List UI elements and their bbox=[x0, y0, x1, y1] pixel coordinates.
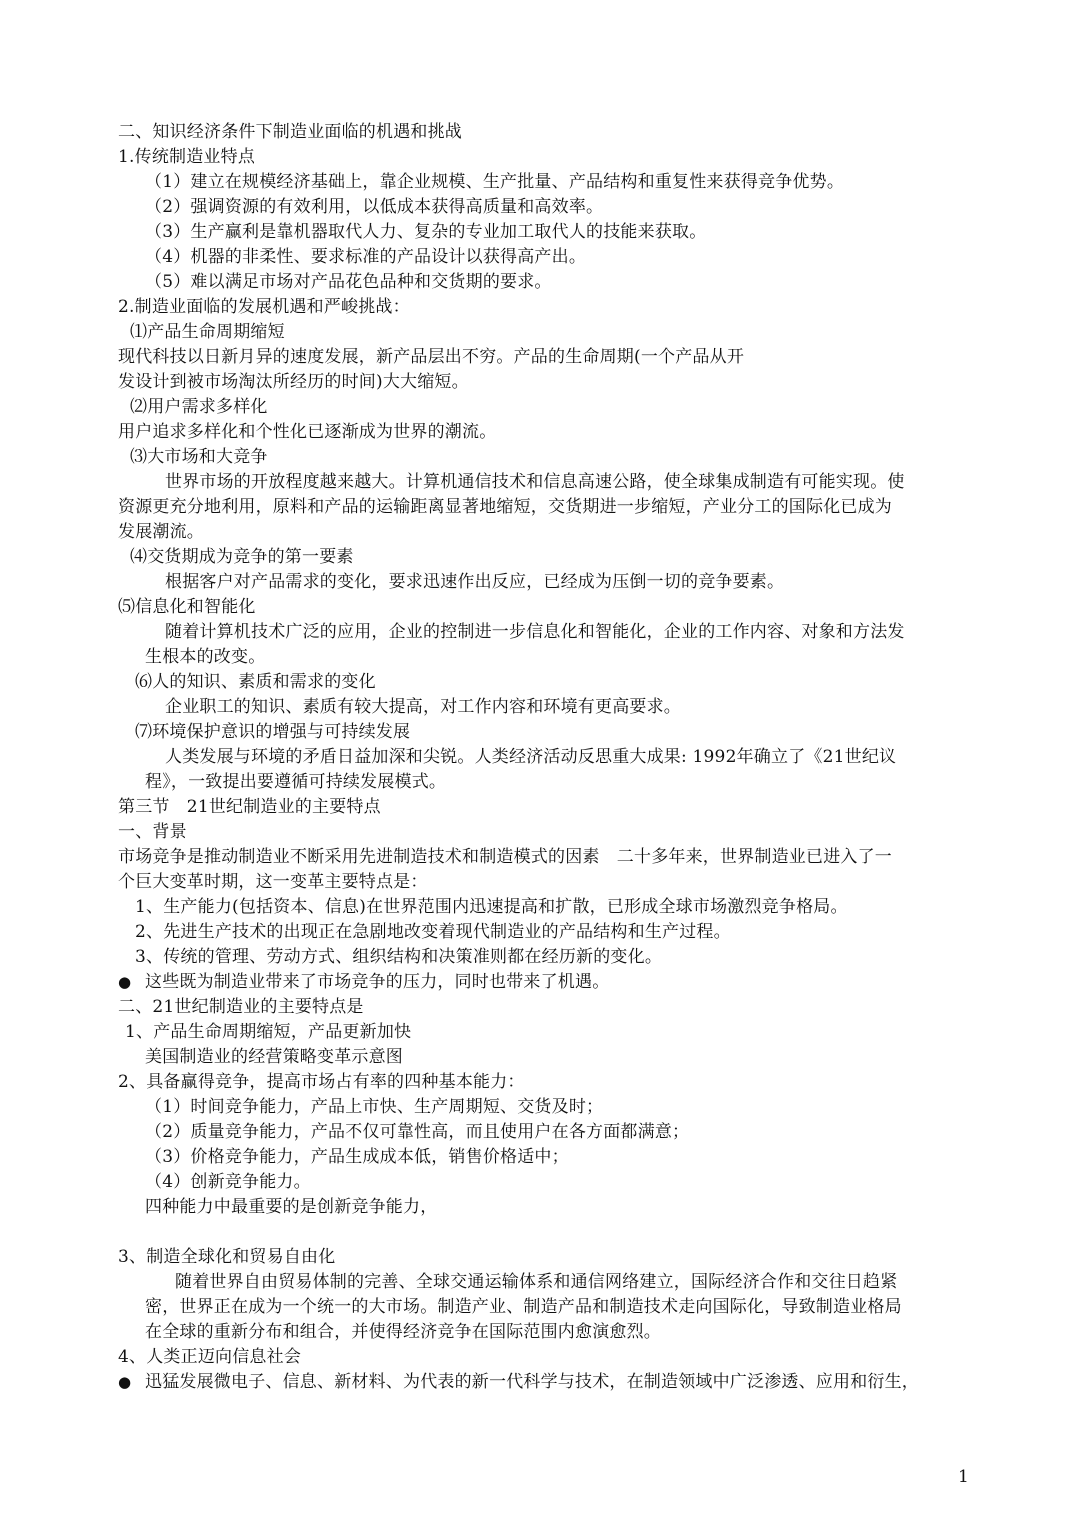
paragraph-line: 生根本的改变。 bbox=[145, 647, 266, 667]
paragraph-line: 资源更充分地利用，原料和产品的运输距离显著地缩短，交货期进一步缩短，产业分工的国际化已成为 bbox=[118, 497, 892, 517]
paragraph-line: 在全球的重新分布和组合，并使得经济竞争在国际范围内愈演愈烈。 bbox=[145, 1322, 661, 1342]
list-item: （1）建立在规模经济基础上，靠企业规模、生产批量、产品结构和重复性来获得竞争优势。 bbox=[145, 172, 845, 192]
section-heading: 二、21世纪制造业的主要特点是 bbox=[118, 997, 364, 1017]
item-heading: ⑸信息化和智能化 bbox=[118, 597, 256, 617]
paragraph-line: 发设计到被市场淘汰所经历的时间)大大缩短。 bbox=[118, 372, 469, 392]
list-item: （3）价格竞争能力，产品生成成本低，销售价格适中； bbox=[145, 1147, 569, 1167]
paragraph-line: 密，世界正在成为一个统一的大市场。制造产业、制造产品和制造技术走向国际化，导致制造业格局 bbox=[145, 1297, 902, 1317]
list-item: 3、传统的管理、劳动方式、组织结构和决策准则都在经历新的变化。 bbox=[135, 947, 663, 967]
item-heading: ⑶大市场和大竞争 bbox=[130, 447, 268, 467]
chapter-heading: 第三节 21世纪制造业的主要特点 bbox=[118, 797, 381, 817]
list-item: （4）创新竞争能力。 bbox=[145, 1172, 311, 1192]
subsection-heading: 1.传统制造业特点 bbox=[118, 147, 256, 167]
figure-caption: 美国制造业的经营策略变革示意图 bbox=[145, 1047, 403, 1067]
paragraph-line: 人类发展与环境的矛盾日益加深和尖锐。人类经济活动反思重大成果: 1992年确立了《21世纪议 bbox=[165, 747, 897, 767]
item-heading: ⑵用户需求多样化 bbox=[130, 397, 268, 417]
item-heading: ⑴产品生命周期缩短 bbox=[130, 322, 285, 342]
list-item: （3）生产赢利是靠机器取代人力、复杂的专业加工取代人的技能来获取。 bbox=[145, 222, 707, 242]
list-item: （1）时间竞争能力，产品上市快、生产周期短、交货及时； bbox=[145, 1097, 604, 1117]
paragraph-line: 世界市场的开放程度越来越大。计算机通信技术和信息高速公路，使全球集成制造有可能实现。使 bbox=[165, 472, 905, 492]
bullet-icon: ● bbox=[118, 973, 132, 991]
paragraph-line: 个巨大变革时期，这一变革主要特点是： bbox=[118, 872, 428, 892]
paragraph-line: 随着世界自由贸易体制的完善、全球交通运输体系和通信网络建立，国际经济合作和交往日趋紧 bbox=[175, 1272, 898, 1292]
subsection-heading: 1、产品生命周期缩短，产品更新加快 bbox=[125, 1022, 412, 1042]
item-heading: ⑺环境保护意识的增强与可持续发展 bbox=[135, 722, 411, 742]
page-number: 1 bbox=[958, 1467, 969, 1487]
paragraph-line: 市场竞争是推动制造业不断采用先进制造技术和制造模式的因素 二十多年来，世界制造业已进入了一 bbox=[118, 847, 892, 867]
paragraph-line: 企业职工的知识、素质有较大提高，对工作内容和环境有更高要求。 bbox=[165, 697, 681, 717]
section-heading: 一、背景 bbox=[118, 822, 187, 842]
section-heading: 二、知识经济条件下制造业面临的机遇和挑战 bbox=[118, 122, 462, 142]
paragraph-line: 随着计算机技术广泛的应用，企业的控制进一步信息化和智能化，企业的工作内容、对象和方法发 bbox=[165, 622, 905, 642]
bullet-text: 这些既为制造业带来了市场竞争的压力，同时也带来了机遇。 bbox=[145, 972, 610, 992]
bullet-icon: ● bbox=[118, 1373, 132, 1391]
subsection-heading: 2、具备赢得竞争，提高市场占有率的四种基本能力： bbox=[118, 1072, 525, 1092]
subsection-heading: 2.制造业面临的发展机遇和严峻挑战： bbox=[118, 297, 410, 317]
paragraph-line: 用户追求多样化和个性化已逐渐成为世界的潮流。 bbox=[118, 422, 497, 442]
paragraph-line: 四种能力中最重要的是创新竞争能力， bbox=[145, 1197, 438, 1217]
list-item: （2）强调资源的有效利用，以低成本获得高质量和高效率。 bbox=[145, 197, 604, 217]
subsection-heading: 3、制造全球化和贸易自由化 bbox=[118, 1247, 336, 1267]
paragraph-line: 程》，一致提出要遵循可持续发展模式。 bbox=[145, 772, 447, 792]
item-heading: ⑹人的知识、素质和需求的变化 bbox=[135, 672, 376, 692]
list-item: 1、生产能力(包括资本、信息)在世界范围内迅速提高和扩散，已形成全球市场激烈竞争格局。 bbox=[135, 897, 848, 917]
bullet-text: 迅猛发展微电子、信息、新材料、为代表的新一代科学与技术，在制造领域中广泛渗透、应用和衍生， bbox=[145, 1372, 919, 1392]
subsection-heading: 4、人类正迈向信息社会 bbox=[118, 1347, 302, 1367]
paragraph-line: 发展潮流。 bbox=[118, 522, 204, 542]
list-item: （2）质量竞争能力，产品不仅可靠性高，而且使用户在各方面都满意； bbox=[145, 1122, 690, 1142]
item-heading: ⑷交货期成为竞争的第一要素 bbox=[130, 547, 354, 567]
list-item: （5）难以满足市场对产品花色品种和交货期的要求。 bbox=[145, 272, 552, 292]
list-item: 2、先进生产技术的出现正在急剧地改变着现代制造业的产品结构和生产过程。 bbox=[135, 922, 731, 942]
list-item: （4）机器的非柔性、要求标准的产品设计以获得高产出。 bbox=[145, 247, 587, 267]
paragraph-line: 根据客户对产品需求的变化，要求迅速作出反应，已经成为压倒一切的竞争要素。 bbox=[165, 572, 785, 592]
paragraph-line: 现代科技以日新月异的速度发展，新产品层出不穷。产品的生命周期(一个产品从开 bbox=[118, 347, 745, 367]
